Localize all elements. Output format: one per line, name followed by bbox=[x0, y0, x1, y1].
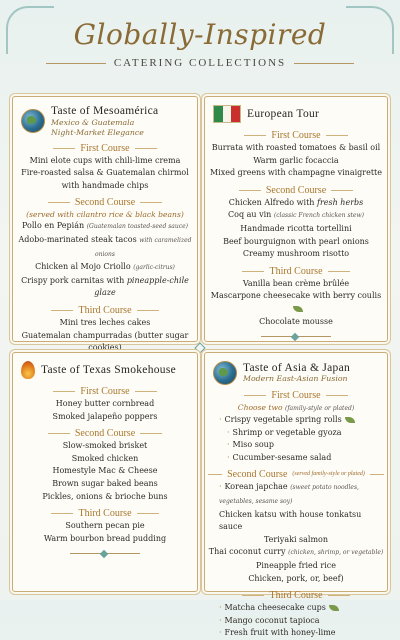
section-note: (served family-style or plated) bbox=[292, 471, 365, 478]
item-name: Matcha cheesecake cups bbox=[224, 603, 326, 613]
item-detail: (sweet potato noodles, vegetables, sesame soy) bbox=[219, 484, 359, 505]
choose-detail: (family-style or plated) bbox=[284, 405, 355, 412]
panel-tagline: Night-Market Elegance bbox=[51, 127, 144, 137]
panel-header bbox=[205, 97, 387, 125]
item-detail: (classic French chicken stew) bbox=[273, 212, 364, 220]
menu-item: Creamy mushroom risotto bbox=[242, 249, 350, 259]
item-name: Chicken al Mojo Criollo bbox=[35, 262, 131, 272]
menu-item bbox=[13, 261, 197, 275]
flame-icon bbox=[21, 361, 35, 379]
item-detail: (chicken, shrimp, or vegetable) bbox=[288, 549, 384, 557]
menu-item: Handmade ricotta tortellini bbox=[240, 223, 352, 233]
header bbox=[0, 0, 400, 82]
menu-item bbox=[13, 234, 197, 261]
menu-item: · Fresh fruit with honey-lime bbox=[219, 627, 387, 640]
item-name: Crispy vegetable spring rolls bbox=[224, 415, 342, 424]
menu-item: Homestyle Mac & Cheese bbox=[52, 466, 158, 476]
menu-item: Guatemalan champurradas (butter sugar cookies) bbox=[21, 330, 189, 353]
section-heading: Second Course bbox=[13, 196, 197, 209]
menu-item bbox=[205, 197, 387, 210]
divider-ornament bbox=[261, 334, 331, 340]
menu-item: Mixed greens with champagne vinaigrette bbox=[209, 168, 383, 178]
item-detail: pineapple-chile glaze bbox=[94, 275, 189, 298]
menu-item: Fire-roasted salsa & Guatemalan chirmol bbox=[21, 168, 189, 178]
menu-item: Honey butter cornbread bbox=[55, 399, 155, 408]
item-name: Adobo-marinated steak tacos bbox=[18, 234, 137, 244]
section-title: Second Course bbox=[227, 469, 288, 481]
item-detail: fresh herbs bbox=[316, 197, 364, 207]
section-heading: Third Course bbox=[13, 304, 197, 317]
menu-item bbox=[13, 275, 197, 300]
menu-item: Mini elote cups with chili-lime crema bbox=[29, 155, 181, 165]
panel-tagline: Modern East-Asian Fusion bbox=[243, 374, 348, 384]
section-heading: Second Course bbox=[13, 427, 197, 440]
menu-item: Southern pecan pie bbox=[65, 521, 145, 531]
section-heading bbox=[205, 468, 387, 481]
section-heading: Third Course bbox=[205, 589, 387, 602]
menu-panel-asia bbox=[204, 352, 388, 638]
menu-item: Pineapple fried rice bbox=[255, 560, 336, 570]
item-list bbox=[205, 602, 387, 640]
item-name: Mascarpone cheesecake with berry coulis bbox=[210, 291, 382, 301]
menu-item: Pickles, onions & brioche buns bbox=[42, 491, 168, 501]
menu-item bbox=[205, 209, 387, 223]
menu-item bbox=[205, 546, 387, 560]
menu-item: · Shrimp or vegetable gyoza bbox=[219, 427, 387, 440]
item-detail: with caramelized onions bbox=[95, 236, 192, 258]
subtitle-rule-left bbox=[46, 63, 106, 64]
menu-panel-mesoamerica bbox=[12, 96, 198, 353]
menu-item bbox=[219, 602, 387, 615]
menu-item: Vanilla bean crème brûlée bbox=[242, 278, 350, 288]
panel-header bbox=[13, 97, 197, 138]
item-name: Pollo en Pepián bbox=[22, 221, 85, 231]
leaf-icon bbox=[329, 605, 339, 611]
panel-title: Taste of Texas Smokehouse bbox=[41, 363, 177, 376]
menu-item bbox=[205, 290, 387, 315]
menu-item: Smoked jalapeño poppers bbox=[52, 411, 158, 421]
choose-label: Choose two bbox=[237, 403, 283, 412]
menu-item bbox=[13, 220, 197, 234]
menu-item: Chicken, pork, or, beef) bbox=[248, 573, 344, 583]
menu-item: Burrata with roasted tomatoes & basil oil bbox=[211, 143, 381, 152]
section-heading: First Course bbox=[13, 385, 197, 398]
divider-ornament bbox=[70, 551, 140, 557]
globe-icon bbox=[21, 109, 45, 133]
menu-item: Slow-smoked brisket bbox=[62, 441, 148, 451]
item-list bbox=[205, 414, 387, 464]
section-heading: First Course bbox=[205, 129, 387, 142]
panel-heading bbox=[51, 105, 158, 138]
page-subtitle: CATERING COLLECTIONS bbox=[113, 57, 287, 69]
section-note bbox=[205, 402, 387, 414]
item-name: Thai coconut curry bbox=[208, 547, 286, 557]
menu-item: Warm garlic focaccia bbox=[253, 155, 339, 165]
section-heading: Second Course bbox=[205, 184, 387, 197]
center-ornament bbox=[186, 342, 214, 352]
page-title: Globally-Inspired bbox=[73, 18, 327, 51]
item-list bbox=[205, 481, 387, 533]
section-heading: First Course bbox=[205, 389, 387, 402]
globe-icon bbox=[213, 361, 237, 385]
menu-item: · Cucumber-sesame salad bbox=[219, 452, 387, 465]
section-heading: Third Course bbox=[205, 265, 387, 278]
menu-item: Warm bourbon bread pudding bbox=[43, 533, 167, 543]
item-detail: (garlic-citrus) bbox=[133, 264, 175, 272]
leaf-icon bbox=[293, 306, 303, 312]
panel-title: Taste of Asia & Japan bbox=[243, 361, 351, 374]
menu-item: Teriyaki salmon bbox=[263, 534, 329, 544]
menu-item: · Mango coconut tapioca bbox=[219, 615, 387, 628]
menu-item: · Miso soup bbox=[219, 439, 387, 452]
menu-item: with handmade chips bbox=[61, 180, 149, 190]
menu-item: Brown sugar baked beans bbox=[52, 478, 158, 488]
section-heading: Third Course bbox=[13, 507, 197, 520]
item-name: Korean japchae bbox=[224, 482, 288, 492]
menu-item: Beef bourguignon with pearl onions bbox=[223, 236, 369, 246]
item-name: Crispy pork carnitas with bbox=[21, 275, 125, 285]
section-heading: First Course bbox=[13, 142, 197, 155]
panel-title: European Tour bbox=[247, 107, 320, 120]
subtitle-row bbox=[0, 57, 400, 69]
item-name: Coq au vin bbox=[228, 210, 272, 220]
menu-item: Mini tres leches cakes bbox=[59, 317, 151, 327]
leaf-icon bbox=[345, 417, 355, 423]
menu-panel-european bbox=[204, 96, 388, 342]
menu-item bbox=[219, 414, 387, 427]
panel-header bbox=[205, 353, 387, 385]
flag-icon bbox=[213, 105, 241, 123]
menu-item bbox=[219, 481, 387, 508]
panel-heading bbox=[243, 362, 350, 385]
item-name: Chicken Alfredo with bbox=[228, 197, 315, 207]
menu-item: Chocolate mousse bbox=[259, 316, 333, 326]
menu-item: Smoked chicken bbox=[71, 453, 139, 463]
menu-item: Chicken katsu with house tonkatsu sauce bbox=[219, 509, 362, 532]
panel-header bbox=[13, 353, 197, 381]
section-note: (served with cilantro rice & black beans) bbox=[26, 210, 184, 220]
menu-panel-texas bbox=[12, 352, 198, 592]
item-detail: (Guatemalan toasted-seed sauce) bbox=[86, 223, 188, 231]
panel-title: Taste of Mesoamérica bbox=[51, 105, 159, 117]
panel-tagline: Mexico & Guatemala bbox=[51, 117, 135, 127]
subtitle-rule-right bbox=[294, 63, 354, 64]
